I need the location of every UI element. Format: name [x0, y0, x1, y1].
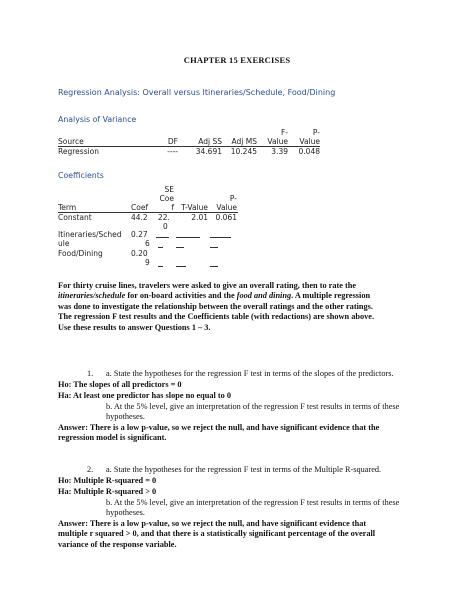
null-hypothesis: Ho: Multiple R-squared = 0	[58, 476, 157, 485]
coefficients-heading: Coefficients	[58, 171, 104, 180]
answer	[58, 519, 430, 550]
anova-source: Regression	[58, 147, 100, 156]
question-part-b-line: b. At the 5% level, give an interpretation of the regression F test results in terms of these	[106, 402, 400, 411]
anova-heading: Analysis of Variance	[58, 115, 137, 124]
intro-line	[58, 291, 416, 301]
coef-value-wrap: 9	[145, 258, 150, 267]
coef-value: 44.2	[131, 213, 148, 222]
question-part-a: a. State the hypotheses for the regression F test in terms of the slopes of the predictors.	[106, 369, 394, 378]
alternative-hypothesis: Ha: Multiple R-squared > 0	[58, 487, 157, 496]
anova-df: ----	[167, 147, 178, 156]
redacted-se-blank-2	[158, 247, 163, 248]
intro-line: was done to investigate the relationship between the overall ratings and the other ratings.	[58, 301, 373, 311]
intro-emphasis-itineraries: itineraries/schedule	[58, 291, 126, 301]
regression-heading: Regression Analysis: Overall versus Itineraries/Schedule, Food/Dining	[58, 88, 336, 97]
anova-adjms: 10.245	[230, 147, 257, 156]
coef-header-se-3: f	[171, 203, 174, 212]
coef-term: Itineraries/Sched	[58, 230, 122, 239]
intro-line: For thirty cruise lines, travelers were asked to give an overall rating, then to rate the	[58, 281, 357, 290]
redacted-p-blank	[210, 266, 218, 267]
anova-header-df: DF	[167, 137, 178, 146]
coef-header-term: Term	[58, 203, 77, 212]
intro-paragraph	[58, 281, 416, 333]
answer-line: Answer: There is a low p-value, so we reject the null, and have significant evidence that the	[58, 423, 380, 432]
answer-line: regression model is significant.	[58, 433, 167, 443]
question-part-a: a. State the hypotheses for the regression F test in terms of the Multiple R-squared.	[106, 465, 382, 474]
intro-line-part: for on-board activities and the	[125, 291, 237, 301]
coef-value: 0.27	[131, 230, 148, 239]
anova-header-adjms: Adj MS	[231, 137, 257, 146]
question-part-b-line: b. At the 5% level, give an interpretation of the regression F test results in terms of these	[106, 498, 400, 507]
coef-header-p-bottom: Value	[216, 203, 237, 212]
question-number: 1.	[87, 369, 94, 378]
anova-header-adjss: Adj SS	[198, 137, 222, 146]
intro-line-part: . A multiple regression	[291, 291, 371, 301]
anova-adjss: 34.691	[195, 147, 222, 156]
redacted-p-blank	[210, 237, 231, 238]
anova-header-p-bottom: Value	[299, 137, 320, 146]
intro-emphasis-food: food and dining	[236, 291, 292, 301]
answer	[58, 423, 430, 444]
redacted-se-blank	[156, 237, 169, 238]
page-title: CHAPTER 15 EXERCISES	[183, 55, 291, 65]
answer-line: multiple r squared > 0, and that there is a statistically significant percentage of the overall	[58, 529, 376, 539]
question-part-b	[106, 402, 420, 423]
coef-value: 0.20	[131, 249, 148, 258]
question-number: 2.	[87, 465, 94, 474]
anova-header-source: Source	[58, 137, 84, 146]
anova-header-p-top: P-	[312, 128, 320, 137]
coef-value-wrap: 6	[145, 239, 150, 248]
coef-p-value: 0.061	[215, 213, 237, 222]
coef-term-wrap: ule	[58, 239, 70, 248]
coef-se-value-wrap: 0	[163, 222, 168, 231]
anova-f-value: 3.39	[271, 147, 288, 156]
anova-p-value: 0.048	[298, 147, 320, 156]
coef-t-value: 2.01	[191, 213, 208, 222]
coef-header-p-top: P-	[229, 194, 237, 203]
intro-line: Use these results to answer Questions 1 – 3.	[58, 322, 211, 332]
anova-header-f-bottom: Value	[267, 137, 288, 146]
answer-line: variance of the response variable.	[58, 539, 177, 549]
coef-term: Constant	[58, 213, 92, 222]
coef-term: Food/Dining	[58, 249, 103, 258]
answer-line: Answer: There is a low p-value, so we reject the null, and have significant evidence that	[58, 519, 367, 528]
question-part-b-line: hypotheses.	[106, 508, 145, 518]
coef-header-se-1: SE	[164, 185, 174, 194]
null-hypothesis: Ho: The slopes of all predictors = 0	[58, 380, 182, 389]
question-part-b-line: hypotheses.	[106, 412, 145, 422]
redacted-se-blank	[158, 266, 163, 267]
anova-header-f-top: F-	[280, 128, 288, 137]
coef-header-t: T-Value	[181, 203, 208, 212]
coef-header-se-2: Coe	[159, 194, 174, 203]
redacted-p-blank-2	[210, 247, 218, 248]
question-part-b	[106, 498, 420, 519]
redacted-t-blank	[176, 237, 200, 238]
redacted-t-blank-2	[176, 247, 184, 248]
alternative-hypothesis: Ha: At least one predictor has slope no equal to 0	[58, 391, 232, 400]
redacted-t-blank	[176, 266, 186, 267]
intro-line: The regression F test results and the Coefficients table (with redactions) are shown above.	[58, 312, 375, 322]
coef-header-coef: Coef	[131, 203, 149, 212]
coef-se-value: 22.	[158, 213, 170, 222]
